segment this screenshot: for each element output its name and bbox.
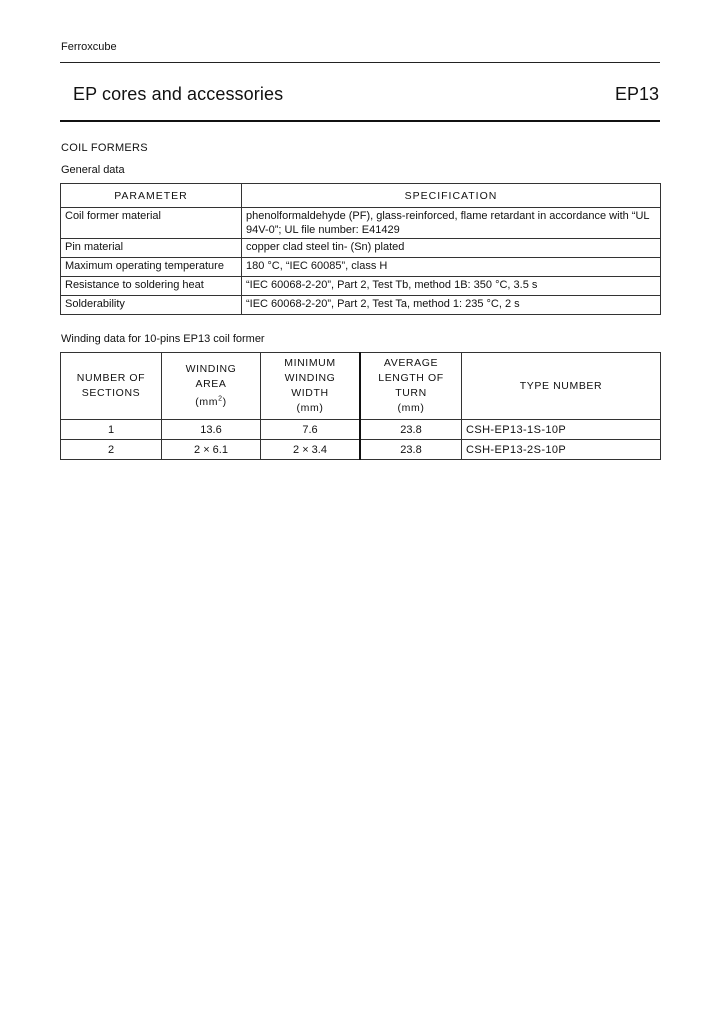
- general-data-table: [60, 183, 661, 315]
- unit-text: ): [222, 396, 227, 409]
- product-code: EP13: [614, 84, 659, 104]
- col-sections-line: SECTIONS: [81, 387, 141, 399]
- col-parameter: PARAMETER: [61, 184, 242, 208]
- brand-name: Ferroxcube: [61, 41, 117, 53]
- col-length-line: TURN: [395, 387, 427, 399]
- spec-cell: “IEC 60068-2-20”, Part 2, Test Tb, method 1B: 350 °C, 3.5 s: [242, 277, 661, 296]
- col-width: [261, 353, 361, 420]
- col-width-line: MINIMUM: [284, 357, 336, 369]
- parameter-cell: Resistance to soldering heat: [61, 277, 242, 296]
- width-cell: 2 × 3.4: [261, 440, 361, 460]
- table-row: [61, 296, 661, 315]
- col-sections: [61, 353, 162, 420]
- width-cell: 7.6: [261, 420, 361, 440]
- unit-text: (mm: [195, 396, 219, 409]
- sections-cell: 2: [61, 440, 162, 460]
- parameter-cell: Pin material: [61, 239, 242, 258]
- col-type-number: TYPE NUMBER: [462, 353, 661, 420]
- sections-cell: 1: [61, 420, 162, 440]
- col-width-line: WINDING: [284, 372, 336, 384]
- table-row: [61, 277, 661, 296]
- area-cell: 13.6: [162, 420, 261, 440]
- title-rule: [60, 120, 660, 122]
- parameter-cell: Coil former material: [61, 208, 242, 239]
- col-area-unit: [195, 396, 226, 408]
- parameter-cell: Solderability: [61, 296, 242, 315]
- type-number-cell: CSH-EP13-2S-10P: [462, 440, 661, 460]
- col-length-line: (mm): [397, 402, 425, 414]
- col-length-line: LENGTH OF: [378, 372, 444, 384]
- winding-data-table: [60, 352, 661, 460]
- length-cell: 23.8: [360, 420, 462, 440]
- section-title: COIL FORMERS: [61, 142, 148, 154]
- table-row: [61, 258, 661, 277]
- header-rule: [60, 62, 660, 63]
- col-area-line: WINDING: [185, 362, 237, 375]
- col-length: [360, 353, 462, 420]
- col-area: [162, 353, 261, 420]
- col-specification: SPECIFICATION: [242, 184, 661, 208]
- spec-cell: copper clad steel tin- (Sn) plated: [242, 239, 661, 258]
- parameter-cell: Maximum operating temperature: [61, 258, 242, 277]
- col-width-line: WIDTH: [291, 387, 329, 399]
- table-row: [61, 208, 661, 239]
- col-sections-line: NUMBER OF: [76, 372, 146, 384]
- page-title: EP cores and accessories: [73, 84, 284, 104]
- area-cell: 2 × 6.1: [162, 440, 261, 460]
- length-cell: 23.8: [360, 440, 462, 460]
- spec-cell: phenolformaldehyde (PF), glass-reinforced, flame retardant in accordance with “UL 94V-0”; UL file number: E41429: [242, 208, 661, 239]
- table-row: [61, 239, 661, 258]
- general-data-heading: General data: [61, 164, 125, 176]
- table-row: [61, 440, 661, 460]
- type-number-cell: CSH-EP13-1S-10P: [462, 420, 661, 440]
- winding-data-heading: Winding data for 10-pins EP13 coil former: [61, 333, 265, 345]
- table-row: [61, 420, 661, 440]
- spec-cell: “IEC 60068-2-20”, Part 2, Test Ta, method 1: 235 °C, 2 s: [242, 296, 661, 315]
- spec-cell: 180 °C, “IEC 60085”, class H: [242, 258, 661, 277]
- col-area-line: AREA: [195, 377, 227, 390]
- unit-superscript: 2: [218, 395, 223, 403]
- col-length-line: AVERAGE: [383, 357, 439, 369]
- col-width-line: (mm): [296, 402, 324, 414]
